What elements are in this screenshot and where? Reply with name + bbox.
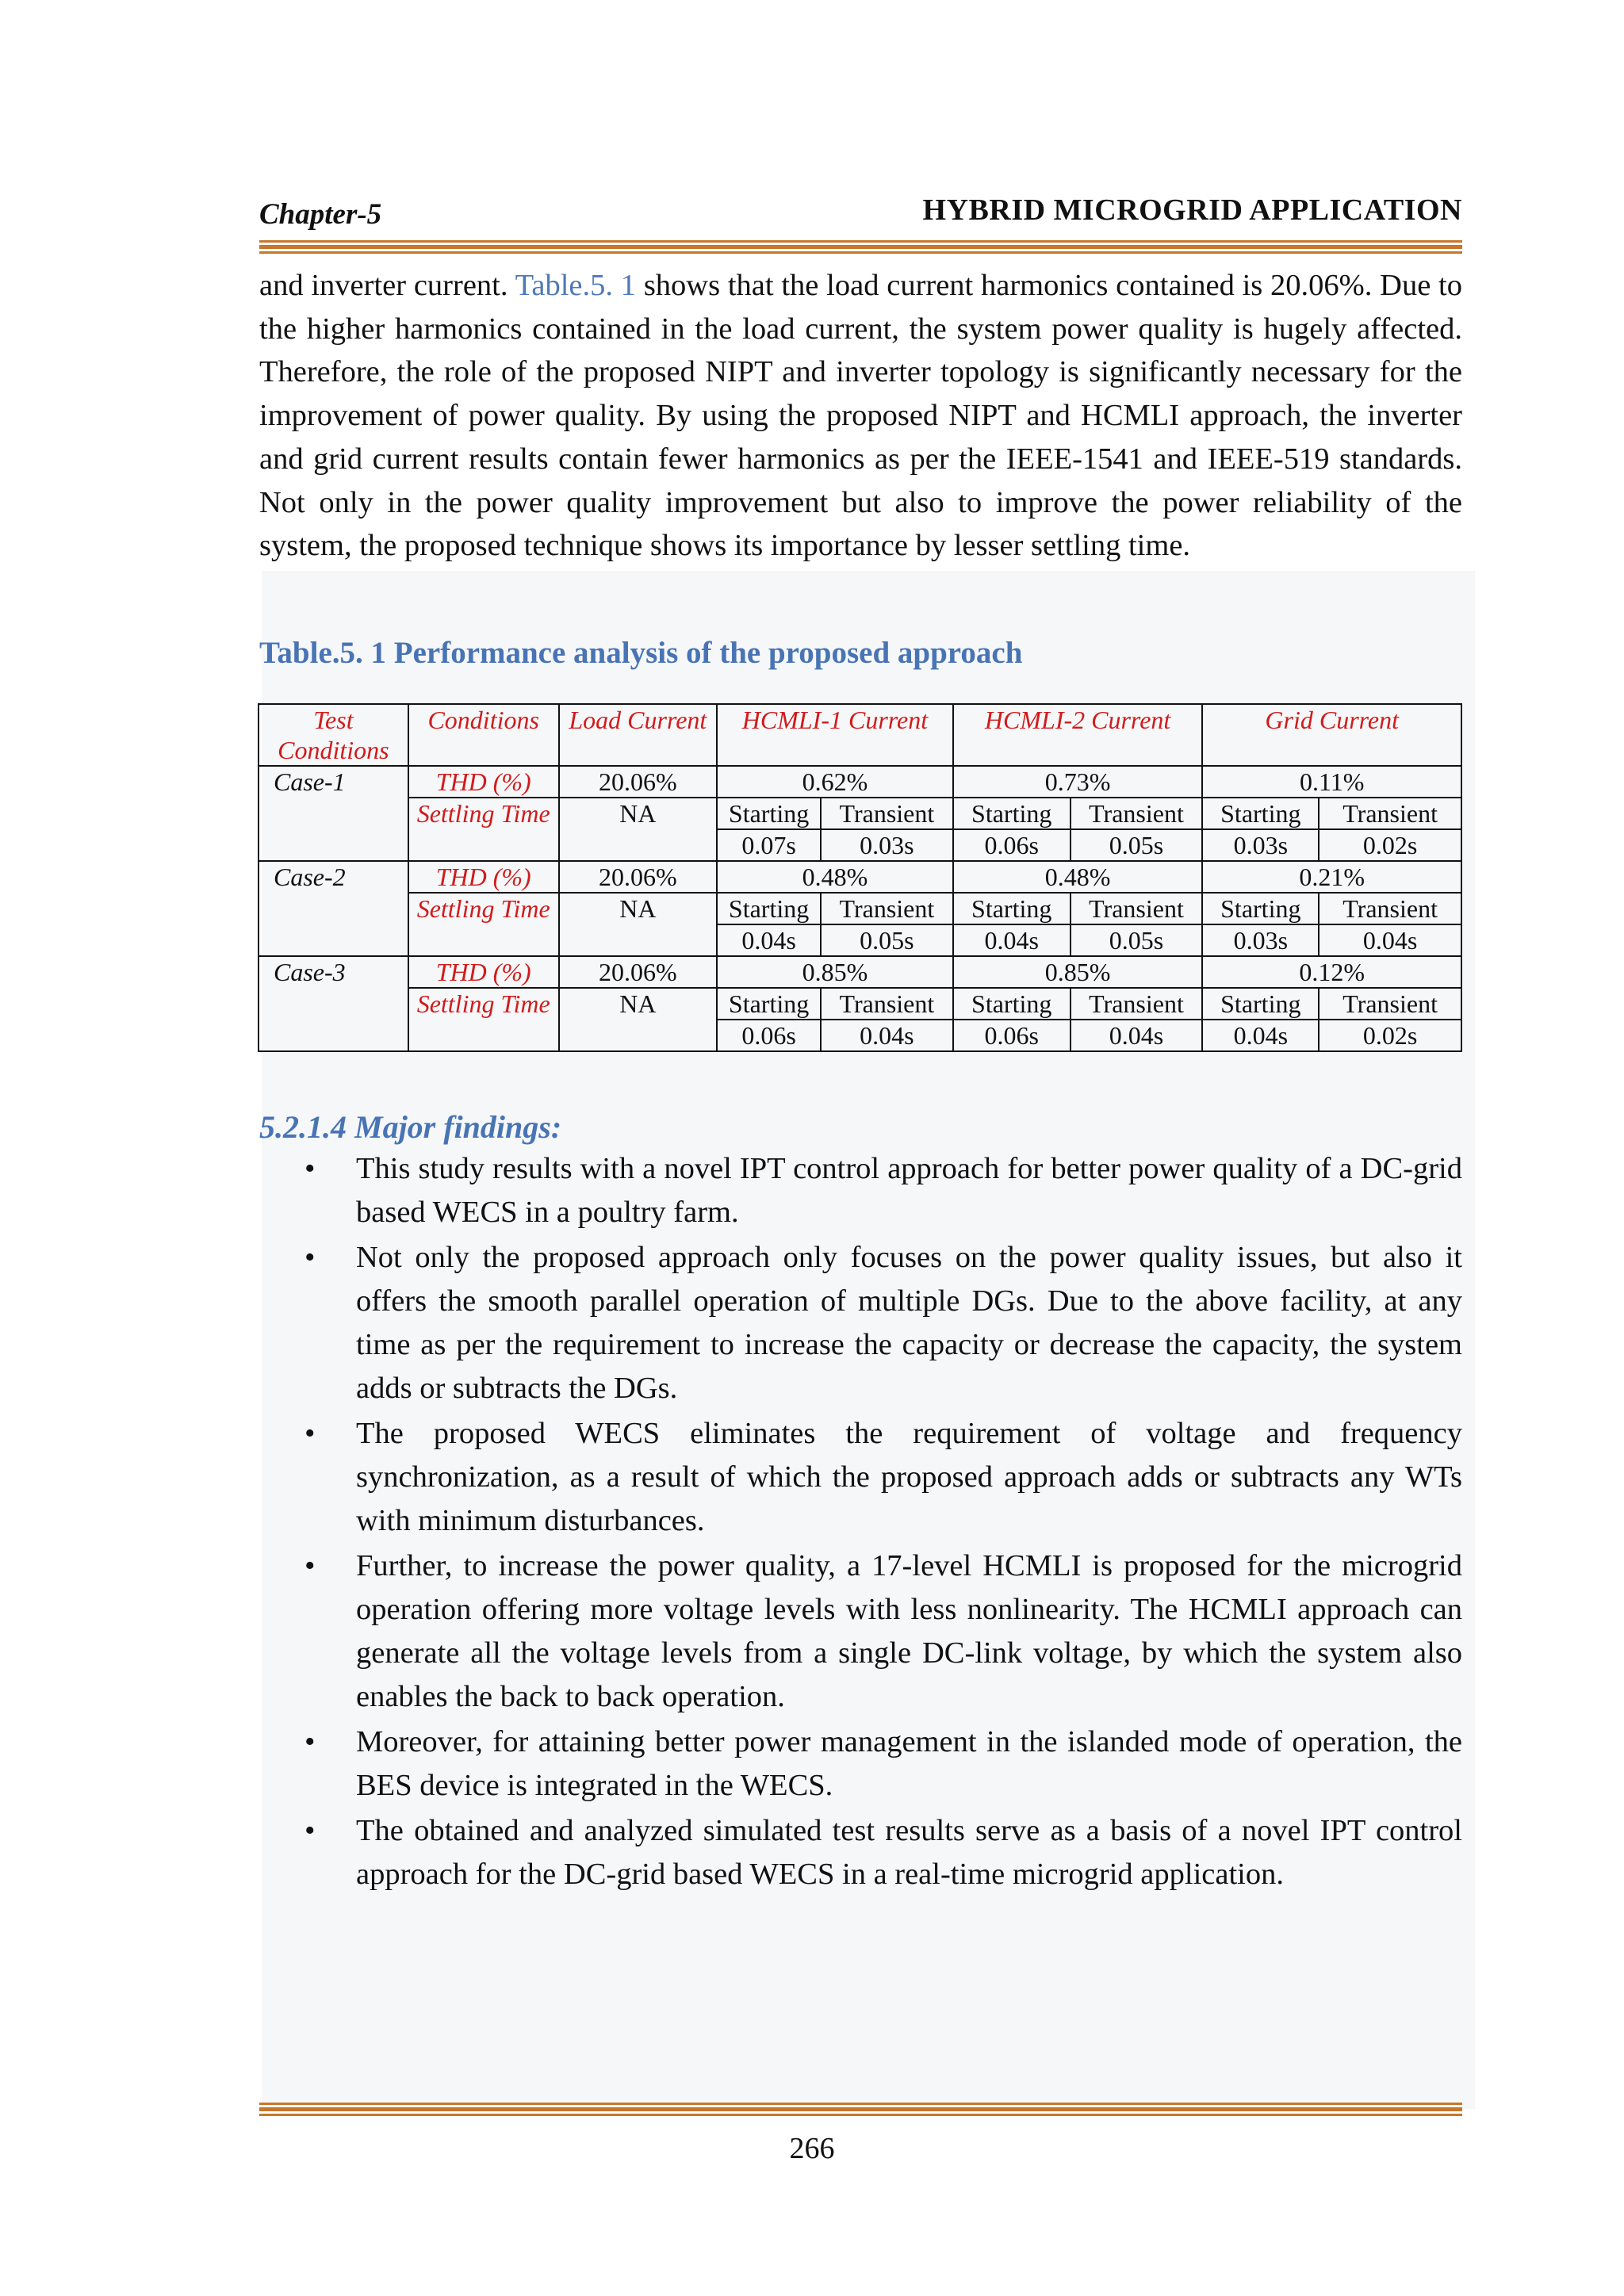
finding-text: This study results with a novel IPT control approach for better power quality of a DC-grid based WECS in a poultry farm.: [356, 1152, 1462, 1229]
grid-transient-value: 0.04s: [1319, 924, 1461, 956]
hcmli1-starting-value: 0.04s: [717, 924, 821, 956]
transient-label: Transient: [1319, 988, 1461, 1020]
starting-label: Starting: [717, 893, 821, 924]
transient-label: Transient: [1071, 988, 1203, 1020]
table-row: [259, 893, 1461, 924]
list-item: [259, 1412, 1462, 1543]
hcmli2-thd-value: 0.48%: [953, 861, 1203, 893]
transient-label: Transient: [1319, 893, 1461, 924]
list-item: [259, 1809, 1462, 1896]
hcmli1-transient-value: 0.03s: [821, 829, 953, 861]
hcmli1-thd-value: 0.85%: [717, 956, 953, 988]
starting-label: Starting: [717, 988, 821, 1020]
table-reference-link[interactable]: Table.5. 1: [515, 269, 637, 302]
findings-heading: 5.2.1.4 Major findings:: [259, 1109, 562, 1145]
transient-label: Transient: [1319, 798, 1461, 829]
starting-label: Starting: [717, 798, 821, 829]
table-row: [259, 988, 1461, 1020]
table-row: [259, 956, 1461, 988]
transient-label: Transient: [821, 798, 953, 829]
intro-paragraph: [259, 264, 1462, 568]
header-grid-current: Grid Current: [1202, 704, 1461, 766]
hcmli1-transient-value: 0.04s: [821, 1020, 953, 1051]
page-number: 266: [789, 2132, 835, 2165]
list-item: [259, 1544, 1462, 1719]
bullet-icon: •: [304, 1152, 316, 1185]
thd-label: THD (%): [408, 861, 559, 893]
running-title: HYBRID MICROGRID APPLICATION: [922, 193, 1462, 227]
load-settling-value: NA: [559, 893, 718, 956]
performance-table: [258, 703, 1462, 1052]
chapter-label: Chapter-5: [259, 198, 382, 231]
intro-text-rest: shows that the load current harmonics contained is 20.06%. Due to the higher harmonics contained in the load current, the system power quality is hugely affected. Therefore, the role of the proposed NIPT and inverter topology is significantly necessary for the improvement of power quality. By using the proposed NIPT and HCMLI approach, the inverter and grid current results contain fewer harmonics as per the IEEE-1541 and IEEE-519 standards. Not only in the power quality improvement but also to improve the power reliability of the system, the proposed technique shows its importance by lesser settling time.: [259, 269, 1463, 563]
bullet-icon: •: [304, 1241, 316, 1274]
hcmli2-thd-value: 0.85%: [953, 956, 1203, 988]
header-conditions: Conditions: [408, 704, 559, 766]
grid-transient-value: 0.02s: [1319, 1020, 1461, 1051]
hcmli1-thd-value: 0.62%: [717, 766, 953, 798]
starting-label: Starting: [953, 893, 1071, 924]
transient-label: Transient: [1071, 798, 1203, 829]
transient-label: Transient: [1071, 893, 1203, 924]
grid-thd-value: 0.12%: [1202, 956, 1461, 988]
transient-label: Transient: [821, 893, 953, 924]
list-item: [259, 1236, 1462, 1410]
header-rule: [259, 240, 1462, 256]
table-row: [259, 798, 1461, 829]
hcmli1-thd-value: 0.48%: [717, 861, 953, 893]
hcmli2-starting-value: 0.06s: [953, 1020, 1071, 1051]
starting-label: Starting: [1202, 893, 1319, 924]
settling-time-label: Settling Time: [408, 988, 559, 1051]
starting-label: Starting: [1202, 988, 1319, 1020]
load-thd-value: 20.06%: [559, 956, 718, 988]
case-label: Case-3: [259, 956, 408, 1051]
list-item: [259, 1147, 1462, 1234]
hcmli1-transient-value: 0.05s: [821, 924, 953, 956]
footer-rule: [259, 2103, 1462, 2118]
finding-text: The proposed WECS eliminates the requirement of voltage and frequency synchronization, as a result of which the proposed approach adds or subtracts any WTs with minimum disturbances.: [356, 1417, 1462, 1537]
load-thd-value: 20.06%: [559, 861, 718, 893]
starting-label: Starting: [953, 798, 1071, 829]
header-test-conditions: Test Conditions: [259, 704, 408, 766]
bullet-icon: •: [304, 1417, 316, 1450]
thd-label: THD (%): [408, 956, 559, 988]
finding-text: Moreover, for attaining better power management in the islanded mode of operation, the BES device is integrated in the WECS.: [356, 1725, 1462, 1802]
bullet-icon: •: [304, 1814, 316, 1847]
hcmli2-starting-value: 0.06s: [953, 829, 1071, 861]
intro-text-start: and inverter current.: [259, 269, 515, 302]
hcmli2-transient-value: 0.04s: [1071, 1020, 1203, 1051]
finding-text: Further, to increase the power quality, a 17-level HCMLI is proposed for the microgrid operation offering more voltage levels with less nonlinearity. The HCMLI approach can generate all the voltage levels from a single DC-link voltage, by which the system also enables the back to back operation.: [356, 1549, 1462, 1713]
grid-transient-value: 0.02s: [1319, 829, 1461, 861]
grid-starting-value: 0.03s: [1202, 924, 1319, 956]
bullet-icon: •: [304, 1549, 316, 1582]
list-item: [259, 1720, 1462, 1808]
finding-text: Not only the proposed approach only focuses on the power quality issues, but also it offers the smooth parallel operation of multiple DGs. Due to the above facility, at any time as per the requirement to increase the capacity or decrease the capacity, the system adds or subtracts the DGs.: [356, 1241, 1462, 1405]
table-caption: Table.5. 1 Performance analysis of the proposed approach: [259, 636, 1023, 670]
finding-text: The obtained and analyzed simulated test results serve as a basis of a novel IPT control approach for the DC-grid based WECS in a real-time microgrid application.: [356, 1814, 1462, 1891]
grid-thd-value: 0.21%: [1202, 861, 1461, 893]
hcmli1-starting-value: 0.07s: [717, 829, 821, 861]
hcmli2-transient-value: 0.05s: [1071, 829, 1203, 861]
load-settling-value: NA: [559, 798, 718, 861]
table-header-row: [259, 704, 1461, 766]
bullet-icon: •: [304, 1725, 316, 1758]
table-row: [259, 766, 1461, 798]
header-load-current: Load Current: [559, 704, 718, 766]
page-header: [259, 193, 1462, 232]
thd-label: THD (%): [408, 766, 559, 798]
hcmli1-starting-value: 0.06s: [717, 1020, 821, 1051]
header-hcmli1-current: HCMLI-1 Current: [717, 704, 953, 766]
load-settling-value: NA: [559, 988, 718, 1051]
table-row: [259, 861, 1461, 893]
case-label: Case-1: [259, 766, 408, 861]
starting-label: Starting: [1202, 798, 1319, 829]
header-hcmli2-current: HCMLI-2 Current: [953, 704, 1203, 766]
transient-label: Transient: [821, 988, 953, 1020]
hcmli2-transient-value: 0.05s: [1071, 924, 1203, 956]
findings-list: [259, 1147, 1462, 1898]
grid-starting-value: 0.03s: [1202, 829, 1319, 861]
hcmli2-starting-value: 0.04s: [953, 924, 1071, 956]
grid-starting-value: 0.04s: [1202, 1020, 1319, 1051]
load-thd-value: 20.06%: [559, 766, 718, 798]
settling-time-label: Settling Time: [408, 893, 559, 956]
case-label: Case-2: [259, 861, 408, 956]
hcmli2-thd-value: 0.73%: [953, 766, 1203, 798]
starting-label: Starting: [953, 988, 1071, 1020]
settling-time-label: Settling Time: [408, 798, 559, 861]
grid-thd-value: 0.11%: [1202, 766, 1461, 798]
